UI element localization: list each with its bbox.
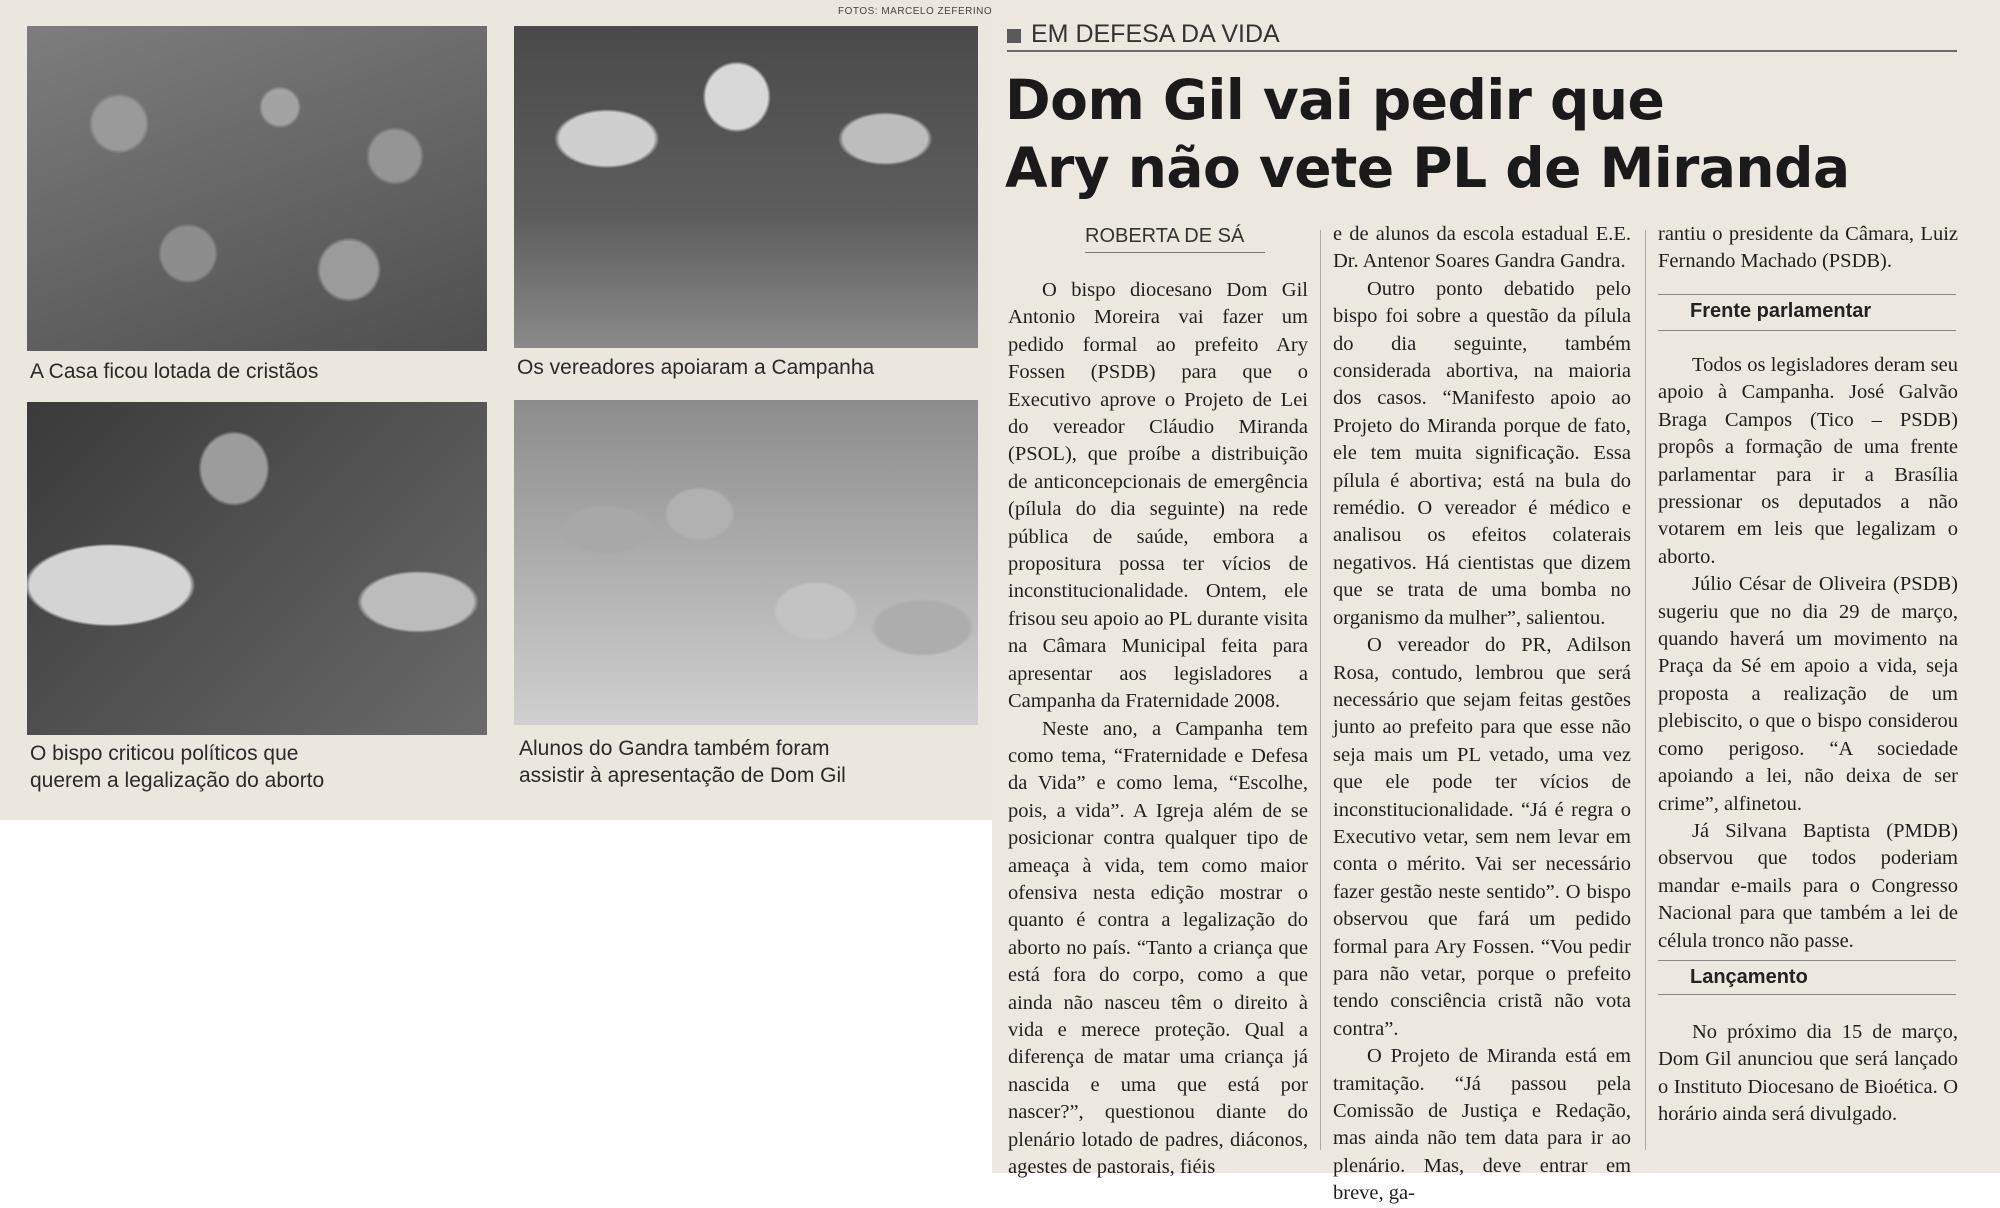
paragraph: Outro ponto debatido pelo bispo foi sobre a questão da pílula do dia seguinte, também considerada abortiva, na maioria dos casos. “Manifesto apoio ao Projeto do Miranda porque de fato, ele tem muita significação. Essa pílula é abortiva; está na bula do remédio. O vereador é médico e analisou os efeitos colaterais negativos. Há cientistas que dizem que se trata de uma bomba no organismo da mulher”, salientou. bbox=[1333, 277, 1631, 629]
photo-caption-councilors: Os vereadores apoiaram a Campanha bbox=[517, 356, 875, 379]
article-column-3-top bbox=[1658, 221, 1958, 276]
paragraph: O Projeto de Miranda está em tramitação. “Já passou pela Comissão de Justiça e Redação, mas ainda não tem data para ir ao plenário. Mas, deve entrar em breve, ga- bbox=[1333, 1045, 1631, 1205]
headline bbox=[1005, 66, 1955, 202]
article-column-3-mid bbox=[1658, 352, 1958, 955]
caption-line: assistir à apresentação de Dom Gil bbox=[519, 764, 846, 787]
article-column-3-bottom bbox=[1658, 1019, 1958, 1129]
photo-caption-students bbox=[519, 735, 846, 789]
paragraph: Todos os legisladores deram seu apoio à Campanha. José Galvão Braga Campos (Tico – PSDB) propôs a formação de uma frente parlamentar para ir a Brasília pressionar os deputados a não votarem em leis que legalizam o aborto. bbox=[1658, 354, 1958, 568]
photo-councilors bbox=[514, 26, 978, 348]
paragraph: Neste ano, a Campanha tem como tema, “Fraternidade e Defesa da Vida” e como lema, “Escolhe, pois, a vida”. A Igreja além de se posicionar contra qualquer tipo de ameaça à vida, tem como maior ofensiva nesta edição mostrar o quanto é contra a legalização do aborto no país. “Tanto a criança que está fora do corpo, como a que ainda não nasceu têm o direito à vida e merece proteção. Qual a diferença de matar uma criança já nascida e uma que está por nascer?”, questionou diante do plenário lotado de padres, diáconos, agestes de pastorais, fiéis bbox=[1008, 717, 1308, 1178]
paragraph: rantiu o presidente da Câmara, Luiz Fernando Machado (PSDB). bbox=[1658, 223, 1958, 273]
paragraph: O bispo diocesano Dom Gil Antonio Moreira vai fazer um pedido formal ao prefeito Ary Fossen (PSDB) para que o Executivo aprove o Projeto de Lei do vereador Cláudio Miranda (PSOL), que proíbe a distribuição de anticoncepcionais de emergência (pílula do dia seguinte) na rede pública de saúde, embora a propositura possa ter vícios de inconstitucionalidade. Ontem, ele frisou seu apoio ao PL durante visita na Câmara Municipal feita para apresentar aos legisladores a Campanha da Fraternidade 2008. bbox=[1008, 279, 1308, 713]
subhead-frente-parlamentar: Frente parlamentar bbox=[1690, 300, 1872, 322]
column-divider bbox=[1320, 230, 1321, 1150]
photo-caption-audience: A Casa ficou lotada de cristãos bbox=[30, 360, 319, 383]
section-marker bbox=[1007, 29, 1021, 43]
byline-rule bbox=[1085, 252, 1265, 253]
paragraph: O vereador do PR, Adilson Rosa, contudo, lembrou que será necessário que sejam feitas gestões junto ao prefeito para que esse não seja mais um PL vetado, uma vez que ele pode ter vícios de inconstitucionalidade. “Já é regra o Executivo vetar, sem nem levar em conta o mérito. Vai ser necessário fazer gestão neste sentido”. O bispo observou que fará um pedido formal para Ary Fossen. “Vou pedir para não vetar, porque o prefeito tendo consciência cristã não vota contra”. bbox=[1333, 634, 1631, 1040]
article-column-2 bbox=[1333, 221, 1631, 1208]
photo-credit: FOTOS: MARCELO ZEFERINO bbox=[838, 6, 993, 17]
photo-audience bbox=[27, 26, 487, 351]
caption-line: querem a legalização do aborto bbox=[30, 769, 325, 792]
section-label: EM DEFESA DA VIDA bbox=[1031, 20, 1280, 48]
article-column-1 bbox=[1008, 277, 1308, 1181]
headline-line: Ary não vete PL de Miranda bbox=[1005, 136, 1850, 200]
paragraph: Júlio César de Oliveira (PSDB) sugeriu que no dia 29 de março, quando haverá um movimento na Praça da Sé em apoio a vida, seja proposta a realização de um plebiscito, o que o bispo considerou como perigoso. “A sociedade apoiando a lei, não deixa de ser crime”, alfinetou. bbox=[1658, 573, 1958, 815]
headline-line: Dom Gil vai pedir que bbox=[1005, 68, 1665, 132]
subhead-rule bbox=[1658, 330, 1956, 331]
photo-students bbox=[514, 400, 978, 725]
photo-caption-bishop bbox=[30, 740, 324, 794]
subhead-rule bbox=[1658, 994, 1956, 995]
caption-line: Alunos do Gandra também foram bbox=[519, 737, 830, 760]
subhead-lancamento: Lançamento bbox=[1690, 966, 1808, 988]
photo-bishop bbox=[27, 402, 487, 735]
subhead-rule bbox=[1658, 294, 1956, 295]
column-divider bbox=[1645, 230, 1646, 1150]
byline: ROBERTA DE SÁ bbox=[1085, 225, 1245, 247]
section-rule bbox=[1007, 50, 1957, 52]
paragraph: No próximo dia 15 de março, Dom Gil anunciou que será lançado o Instituto Diocesano de Bioética. O horário ainda será divulgado. bbox=[1658, 1021, 1958, 1126]
subhead-rule bbox=[1658, 960, 1956, 961]
caption-line: O bispo criticou políticos que bbox=[30, 742, 299, 765]
paragraph: e de alunos da escola estadual E.E. Dr. Antenor Soares Gandra Gandra. bbox=[1333, 223, 1631, 273]
paragraph: Já Silvana Baptista (PMDB) observou que todos poderiam mandar e-mails para o Congresso Nacional para que também a lei de célula tronco não passe. bbox=[1658, 819, 1958, 952]
